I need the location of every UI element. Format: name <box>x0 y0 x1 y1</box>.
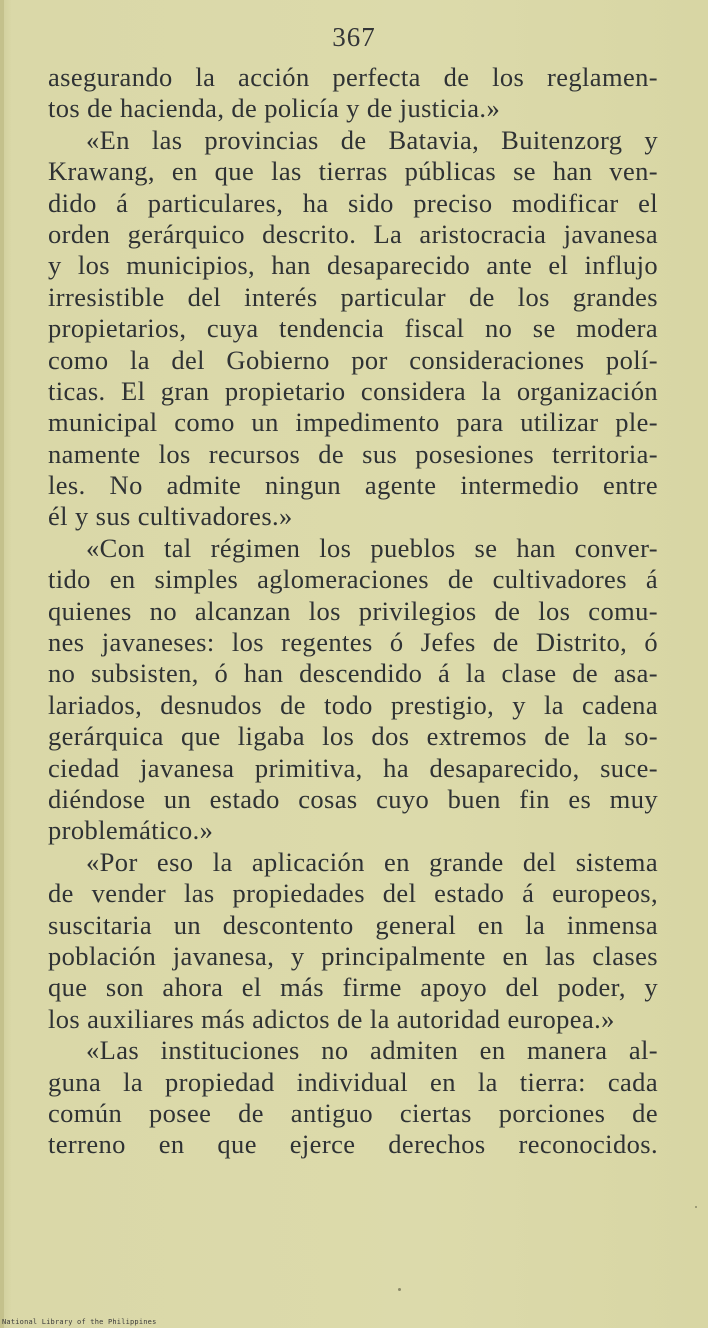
page-number: 367 <box>332 22 376 52</box>
text-line: les. No admite ningun agente intermedio entre <box>48 470 658 501</box>
text-line: «Por eso la aplicación en grande del sistema <box>86 846 658 877</box>
text-line: «Con tal régimen los pueblos se han conver- <box>86 532 658 563</box>
text-line: Krawang, en que las tierras públicas se han ven- <box>48 156 658 187</box>
text-line: suscitaria un descontento general en la inmensa <box>48 909 658 940</box>
paper-speck <box>398 1288 401 1291</box>
text-line: guna la propiedad individual en la tierra: cada <box>48 1066 658 1097</box>
page-binding-edge <box>0 0 4 1328</box>
text-line: nes javaneses: los regentes ó Jefes de Distrito, ó <box>48 627 658 658</box>
text-line: de vender las propiedades del estado á europeos, <box>48 878 658 909</box>
text-line: problemático.» <box>48 815 214 846</box>
text-line: que son ahora el más firme apoyo del poder, y <box>48 972 658 1003</box>
text-line: quienes no alcanzan los privilegios de los comu- <box>48 595 658 626</box>
text-line: ciedad javanesa primitiva, ha desaparecido, suce- <box>48 752 658 783</box>
text-line: gerárquica que ligaba los dos extremos de la so- <box>48 721 658 752</box>
text-line: tos de hacienda, de policía y de justicia.» <box>48 93 501 124</box>
library-credit: National Library of the Philippines <box>2 1318 157 1326</box>
text-line: como la del Gobierno por consideraciones polí- <box>48 344 658 375</box>
text-line: y los municipios, han desaparecido ante el influjo <box>48 250 658 281</box>
text-line: común posee de antiguo ciertas porciones de <box>48 1097 658 1128</box>
paper-speck <box>695 1206 697 1208</box>
text-line: ticas. El gran propietario considera la organización <box>48 375 658 406</box>
text-line: los auxiliares más adictos de la autoridad europea.» <box>48 1003 615 1034</box>
text-line: «En las provincias de Batavia, Buitenzorg y <box>86 124 658 155</box>
text-line: tido en simples aglomeraciones de cultivadores á <box>48 564 658 595</box>
text-line: diéndose un estado cosas cuyo buen fin es muy <box>48 783 658 814</box>
text-line: terreno en que ejerce derechos reconocidos. <box>48 1129 658 1160</box>
body-text <box>48 62 658 1161</box>
text-line: municipal como un impedimento para utilizar ple- <box>48 407 658 438</box>
text-line: población javanesa, y principalmente en las clases <box>48 940 658 971</box>
text-line: dido á particulares, ha sido preciso modificar el <box>48 187 658 218</box>
text-line: lariados, desnudos de todo prestigio, y la cadena <box>48 689 658 720</box>
text-line: no subsisten, ó han descendido á la clase de asa- <box>48 658 658 689</box>
text-line: orden gerárquico descrito. La aristocracia javanesa <box>48 218 658 249</box>
text-line: propietarios, cuya tendencia fiscal no se modera <box>48 313 658 344</box>
text-line: «Las instituciones no admiten en manera al- <box>86 1035 658 1066</box>
text-line: asegurando la acción perfecta de los reglamen- <box>48 62 658 92</box>
text-line: namente los recursos de sus posesiones territoria- <box>48 438 658 469</box>
text-line: él y sus cultivadores.» <box>48 501 293 532</box>
text-line: irresistible del interés particular de los grandes <box>48 281 658 312</box>
